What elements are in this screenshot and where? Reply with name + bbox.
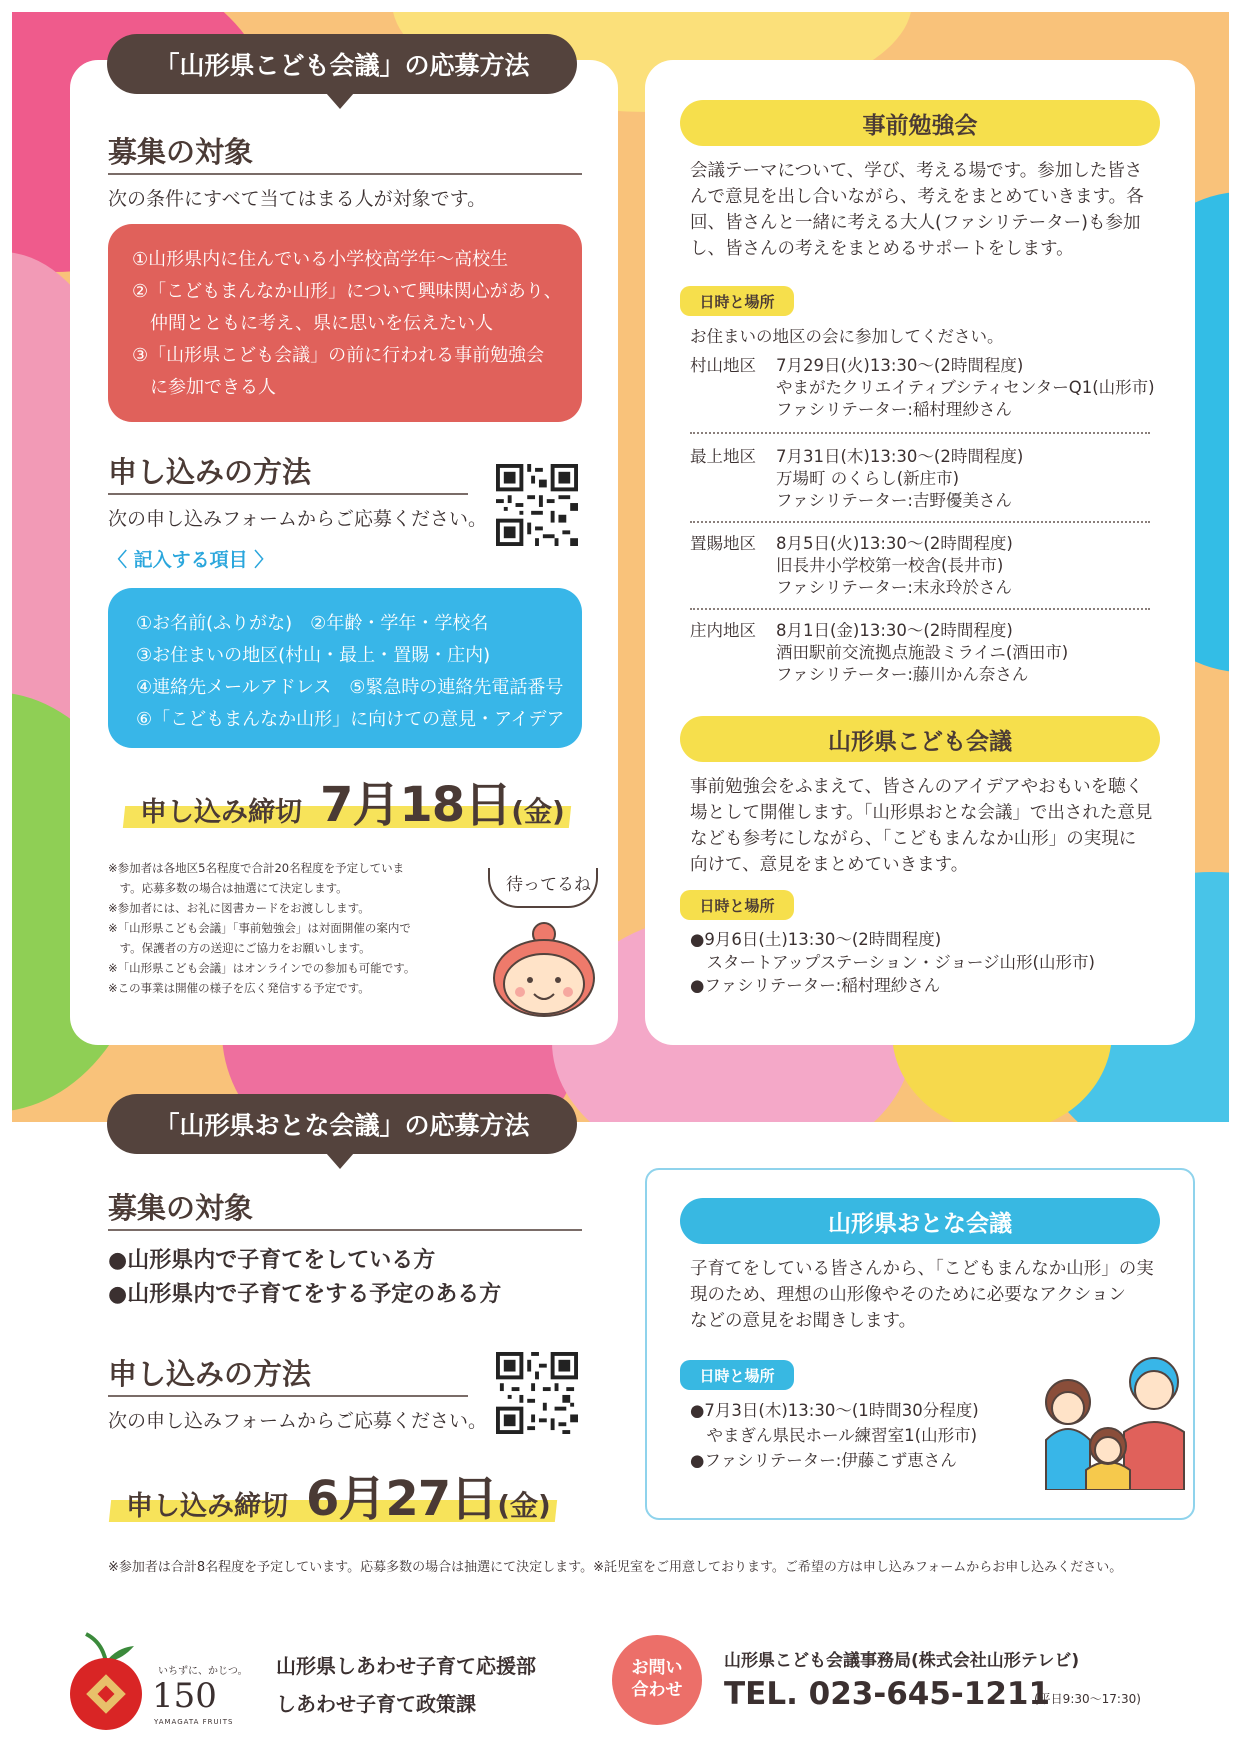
divider bbox=[690, 521, 1150, 523]
office-hours: (平日9:30〜17:30) bbox=[1034, 1692, 1141, 1706]
kodomo-notes bbox=[108, 858, 468, 998]
girl-character-icon bbox=[488, 918, 600, 1018]
session-region: 庄内地区 bbox=[690, 621, 756, 640]
qr-code-kodomo[interactable] bbox=[496, 464, 578, 546]
otona-desc-line: などの意見をお聞きします。 bbox=[690, 1311, 917, 1331]
session-venue: 酒田駅前交流拠点施設ミライニ(酒田市) bbox=[776, 643, 1069, 662]
deadline-label: 申し込み締切 bbox=[140, 797, 302, 828]
otona-detail-line: やまぎん県民ホール練習室1(山形市) bbox=[690, 1426, 978, 1445]
deadline-date: 6月27日 bbox=[306, 1471, 498, 1527]
session-facilitator: ファシリテーター:末永玲於さん bbox=[776, 578, 1012, 597]
otona-meeting-description bbox=[690, 1256, 1154, 1334]
meeting-detail-line: ●ファシリテーター:稲村理紗さん bbox=[690, 976, 941, 995]
otona-meeting-title: 山形県おとな会議 bbox=[680, 1198, 1160, 1244]
condition-item: ①山形県内に住んでいる小学校高学年〜高校生 bbox=[132, 249, 509, 270]
field-item: ⑥「こどもまんなか山形」に向けての意見・アイデア bbox=[136, 709, 565, 730]
kodomo-section-title: 「山形県こども会議」の応募方法 bbox=[107, 34, 577, 94]
meeting-desc-line: 場として開催します。「山形県おとな会議」で出された意見 bbox=[690, 803, 1153, 823]
kodomo-meeting-details bbox=[690, 928, 1095, 997]
otona-deadline bbox=[126, 1460, 551, 1529]
deadline-label: 申し込み締切 bbox=[126, 1491, 288, 1522]
otona-apply-heading: 申し込みの方法 bbox=[108, 1357, 312, 1391]
study-desc-line: んで意見を出し合いながら、考えをまとめていきます。各 bbox=[690, 187, 1144, 207]
kodomo-meeting-description bbox=[690, 774, 1152, 878]
meeting-desc-line: 向けて、意見をまとめていきます。 bbox=[690, 855, 969, 875]
office-name: 山形県こども会議事務局(株式会社山形テレビ) bbox=[724, 1651, 1080, 1671]
note-line: ※「山形県こども会議」「事前勉強会」は対面開催の案内で bbox=[108, 921, 411, 935]
fields-heading: 〈 記入する項目 〉 bbox=[108, 549, 274, 571]
field-item: ①お名前(ふりがな) ②年齢・学年・学校名 bbox=[136, 613, 489, 634]
session-venue: 万場町 のくらし(新庄市) bbox=[776, 469, 960, 488]
field-item: ③お住まいの地区(村山・最上・置賜・庄内) bbox=[136, 645, 491, 666]
division-name: しあわせ子育て政策課 bbox=[276, 1692, 476, 1716]
session-facilitator: ファシリテーター:吉野優美さん bbox=[776, 491, 1012, 510]
meeting-detail-line: スタートアップステーション・ジョージ山形(山形市) bbox=[690, 953, 1095, 972]
session-date: 7月31日(木)13:30〜(2時間程度) bbox=[776, 447, 1024, 466]
department-name: 山形県しあわせ子育て応援部 bbox=[276, 1654, 536, 1678]
apply-heading: 申し込みの方法 bbox=[108, 455, 312, 489]
cherry-logo-icon bbox=[56, 1632, 156, 1732]
session-facilitator: ファシリテーター:稲村理紗さん bbox=[776, 400, 1012, 419]
note-line: ※参加者には、お礼に図書カードをお渡しします。 bbox=[108, 901, 370, 915]
study-desc-line: し、皆さんの考えをまとめるサポートをします。 bbox=[690, 239, 1074, 259]
divider bbox=[690, 608, 1150, 610]
session-venue: 旧長井小学校第一校舎(長井市) bbox=[776, 556, 1004, 575]
session-date: 8月5日(火)13:30〜(2時間程度) bbox=[776, 534, 1013, 553]
session-region: 置賜地区 bbox=[690, 534, 756, 553]
meeting-desc-line: 事前勉強会をふまえて、皆さんのアイデアやおもいを聴く bbox=[690, 777, 1144, 797]
meeting-detail-line: ●9月6日(土)13:30〜(2時間程度) bbox=[690, 930, 942, 949]
study-schedule-tag: 日時と場所 bbox=[680, 286, 794, 316]
kodomo-deadline bbox=[140, 766, 565, 835]
session-date: 7月29日(火)13:30〜(2時間程度) bbox=[776, 356, 1024, 375]
divider bbox=[108, 1229, 582, 1231]
otona-detail-line: ●ファシリテーター:伊藤こず恵さん bbox=[690, 1451, 957, 1470]
speech-text: 待ってるね bbox=[506, 875, 591, 895]
title-pointer bbox=[326, 93, 354, 109]
contact-label: 合わせ bbox=[631, 1680, 683, 1700]
otona-meeting-details bbox=[690, 1398, 979, 1473]
kodomo-meeting-schedule-tag: 日時と場所 bbox=[680, 890, 794, 920]
session-date: 8月1日(金)13:30〜(2時間程度) bbox=[776, 621, 1013, 640]
study-desc-line: 回、皆さんと一緒に考える大人(ファシリテーター)も参加 bbox=[690, 213, 1141, 233]
contact-label: お問い bbox=[631, 1658, 683, 1678]
note-line: す。保護者の方の送迎にご協力をお願いします。 bbox=[108, 941, 371, 955]
contact-badge bbox=[612, 1635, 702, 1725]
qr-code-otona[interactable] bbox=[496, 1352, 578, 1434]
note-line: す。応募多数の場合は抽選にて決定します。 bbox=[108, 881, 348, 895]
meeting-desc-line: なども参考にしながら、「こどもまんなか山形」の実現に bbox=[690, 829, 1137, 849]
otona-target-item: ●山形県内で子育てをしている方 bbox=[108, 1248, 436, 1273]
condition-item: ③「山形県こども会議」の前に行われる事前勉強会 bbox=[132, 345, 545, 366]
family-illustration-icon bbox=[1036, 1350, 1186, 1490]
otona-apply-intro: 次の申し込みフォームからご応募ください。 bbox=[108, 1410, 488, 1432]
session-shonai bbox=[690, 620, 1150, 690]
logo-subtitle: YAMAGATA FRUITS bbox=[154, 1718, 234, 1726]
otona-schedule-tag: 日時と場所 bbox=[680, 1360, 794, 1390]
session-facilitator: ファシリテーター:藤川かん奈さん bbox=[776, 665, 1029, 684]
otona-target-item: ●山形県内で子育てをする予定のある方 bbox=[108, 1282, 502, 1307]
divider bbox=[108, 493, 468, 495]
conditions-box bbox=[108, 224, 582, 422]
otona-desc-line: 現のため、理想の山形像やそのために必要なアクション bbox=[690, 1285, 1126, 1305]
study-desc-line: 会議テーマについて、学び、考える場です。参加した皆さ bbox=[690, 161, 1143, 181]
session-murayama bbox=[690, 355, 1155, 425]
field-item: ④連絡先メールアドレス ⑤緊急時の連絡先電話番号 bbox=[136, 677, 564, 698]
otona-targets bbox=[108, 1244, 501, 1312]
logo-number: 150 bbox=[152, 1676, 217, 1716]
condition-item: に参加できる人 bbox=[132, 377, 276, 398]
divider bbox=[108, 173, 582, 175]
deadline-day: (金) bbox=[511, 795, 565, 828]
otona-section-title: 「山形県おとな会議」の応募方法 bbox=[107, 1094, 577, 1154]
note-line: ※「山形県こども会議」はオンラインでの参加も可能です。 bbox=[108, 961, 416, 975]
fields-box bbox=[108, 588, 582, 748]
otona-desc-line: 子育てをしている皆さんから、「こどもまんなか山形」の実 bbox=[690, 1259, 1154, 1279]
divider bbox=[108, 1395, 468, 1397]
note-line: ※参加者は各地区5名程度で合計20名程度を予定していま bbox=[108, 861, 405, 875]
session-mogami bbox=[690, 446, 1150, 516]
study-intro: お住まいの地区の会に参加してください。 bbox=[690, 327, 1004, 346]
phone-number[interactable]: TEL. 023-645-1211 bbox=[724, 1676, 1051, 1712]
session-region: 最上地区 bbox=[690, 447, 756, 466]
note-line: ※この事業は開催の様子を広く発信する予定です。 bbox=[108, 981, 370, 995]
title-pointer bbox=[326, 1153, 354, 1169]
deadline-day: (金) bbox=[497, 1489, 551, 1522]
otona-detail-line: ●7月3日(木)13:30〜(1時間30分程度) bbox=[690, 1401, 979, 1420]
kodomo-meeting-title: 山形県こども会議 bbox=[680, 716, 1160, 762]
condition-item: ②「こどもまんなか山形」について興味関心があり、 bbox=[132, 281, 562, 302]
deadline-date: 7月18日 bbox=[320, 777, 512, 833]
target-heading: 募集の対象 bbox=[108, 135, 254, 169]
apply-intro: 次の申し込みフォームからご応募ください。 bbox=[108, 508, 488, 530]
logo-tagline: いちずに、かじつ。 bbox=[158, 1666, 248, 1677]
session-venue: やまがたクリエイティブシティセンターQ1(山形市) bbox=[776, 378, 1155, 397]
divider bbox=[690, 432, 1150, 434]
condition-item: 仲間とともに考え、県に思いを伝えたい人 bbox=[132, 313, 494, 334]
study-title: 事前勉強会 bbox=[680, 100, 1160, 146]
session-okitama bbox=[690, 533, 1150, 603]
study-description bbox=[690, 158, 1144, 262]
target-intro: 次の条件にすべて当てはまる人が対象です。 bbox=[108, 188, 487, 210]
session-region: 村山地区 bbox=[690, 356, 756, 375]
otona-footer-note: ※参加者は合計8名程度を予定しています。応募多数の場合は抽選にて決定します。※託児室をご用意しております。ご希望の方は申し込みフォームからお申し込みください。 bbox=[108, 1560, 1123, 1575]
otona-target-heading: 募集の対象 bbox=[108, 1191, 254, 1225]
